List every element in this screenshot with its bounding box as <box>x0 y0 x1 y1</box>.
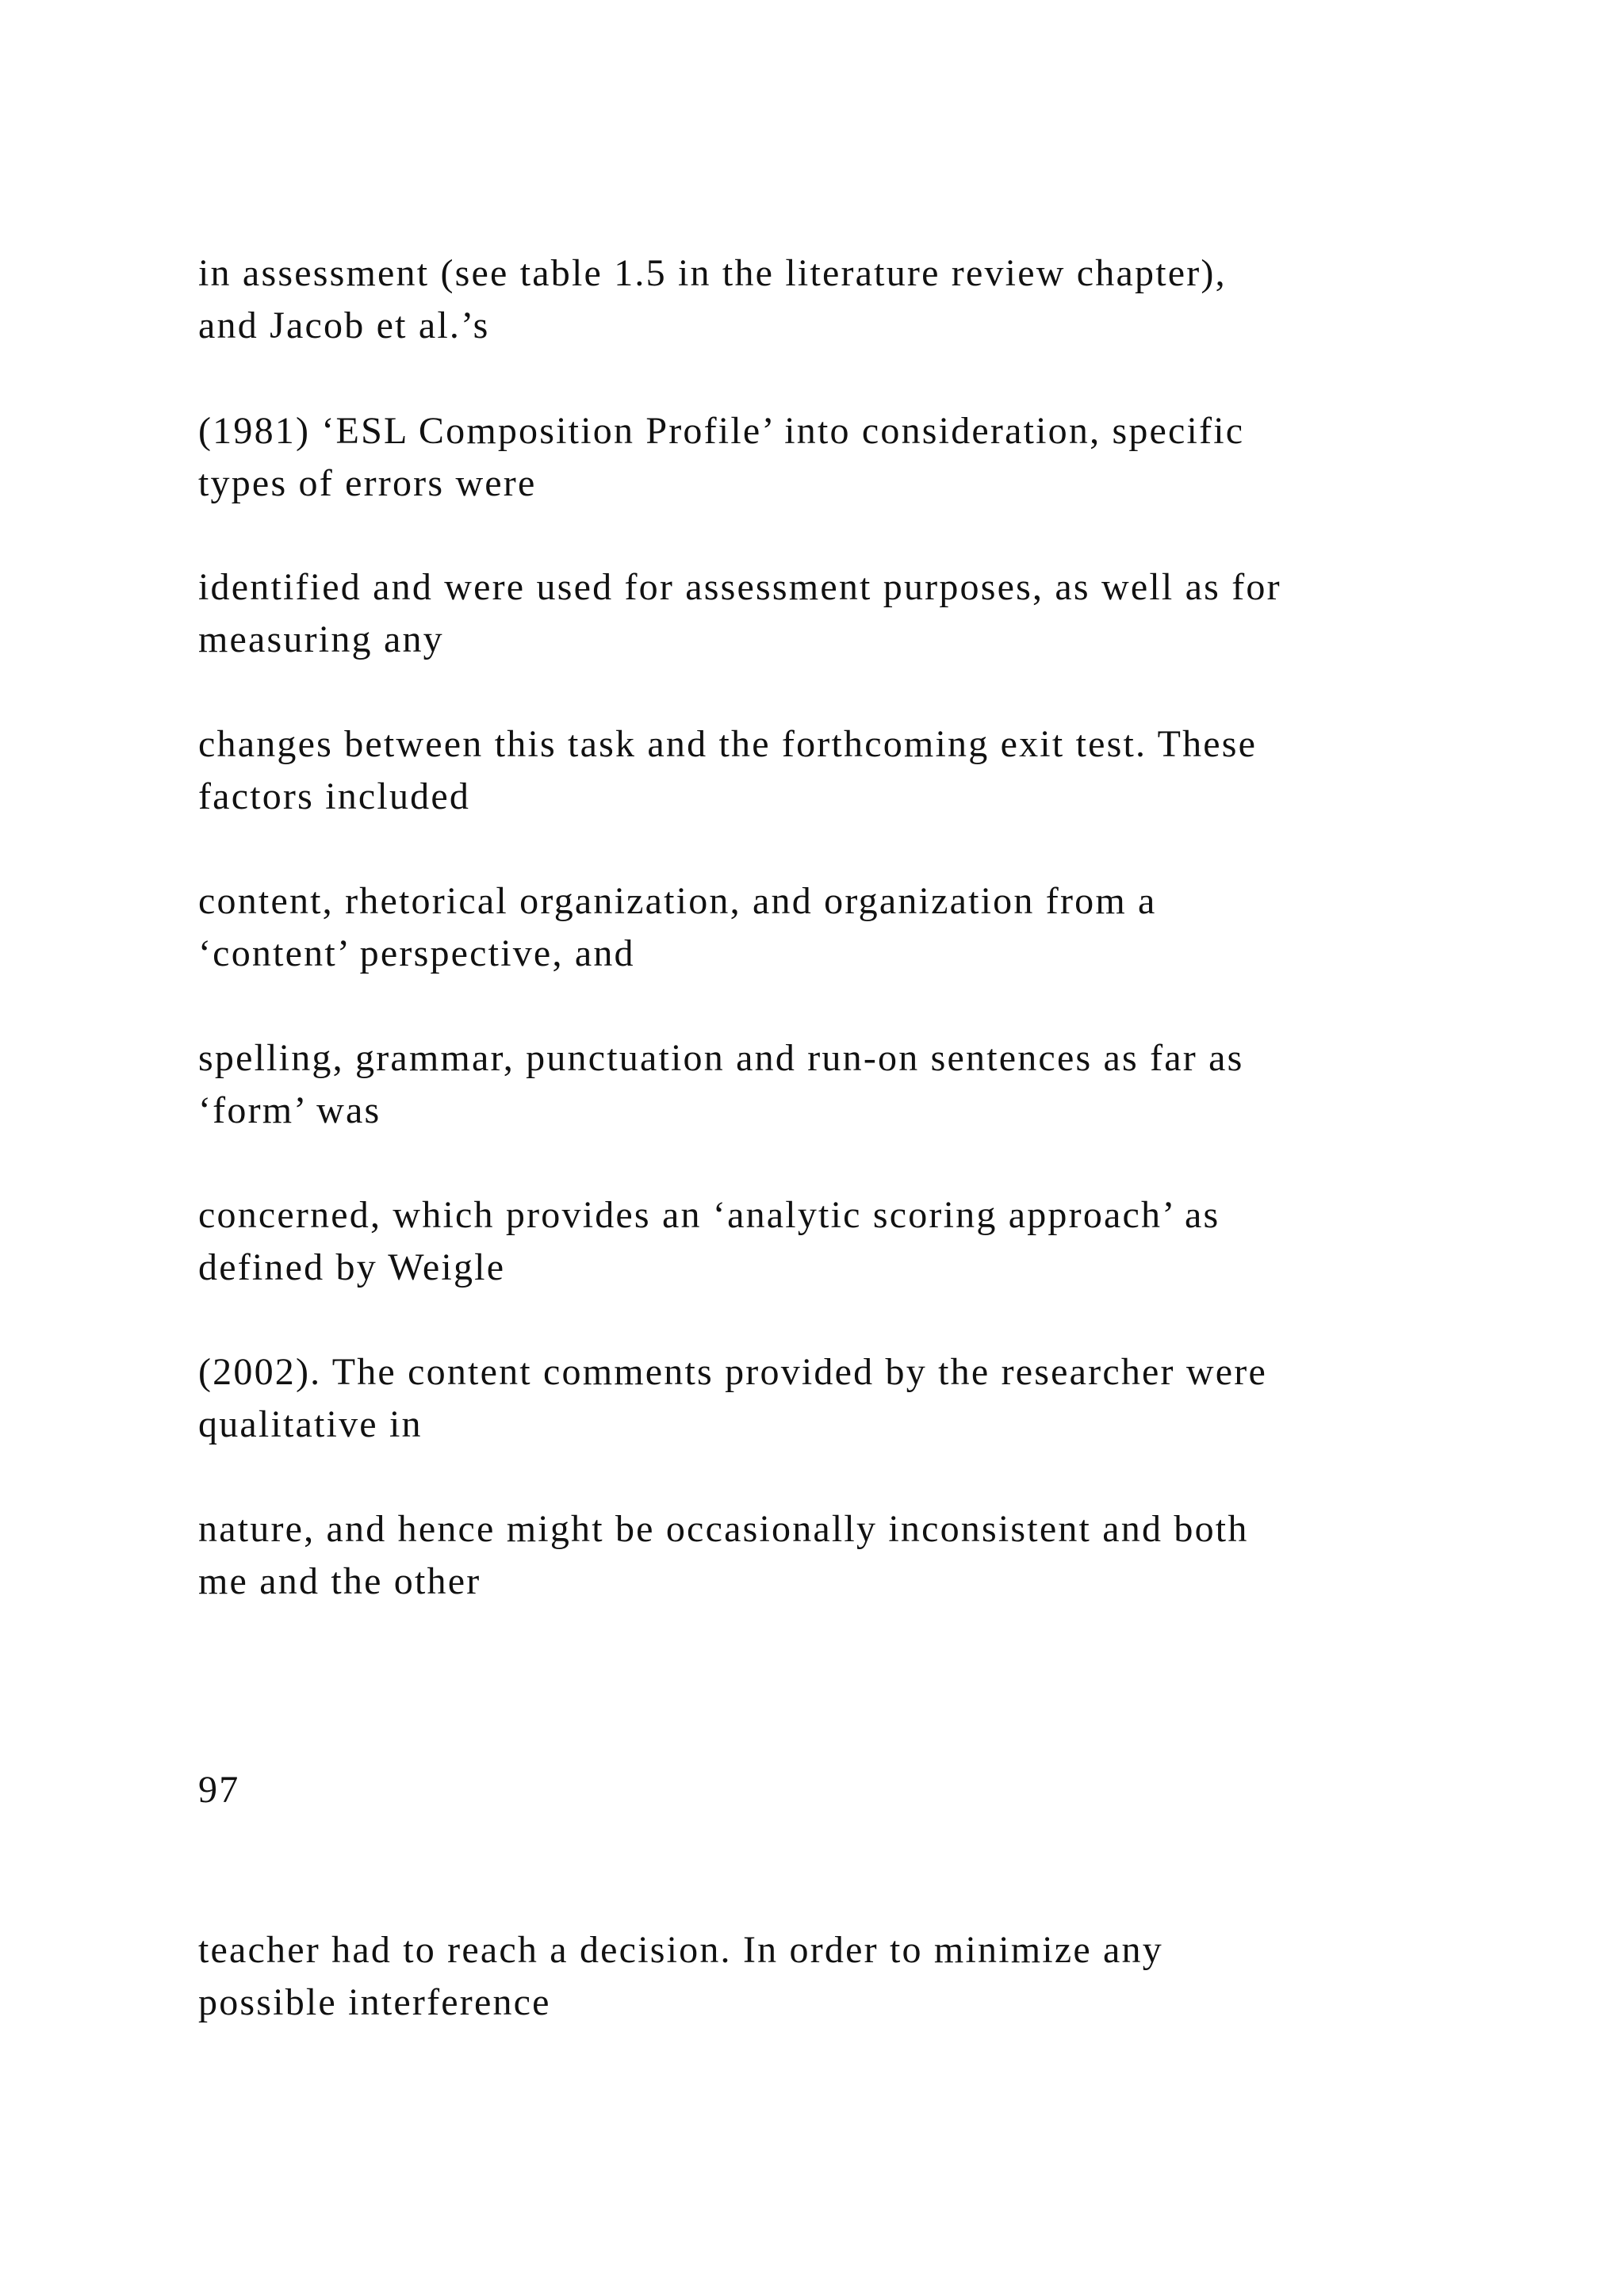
paragraph-line: ‘form’ was <box>198 1089 381 1131</box>
paragraph-2 <box>198 405 1507 510</box>
paragraph-line: in assessment (see table 1.5 in the literature review chapter), <box>198 252 1227 294</box>
paragraph-line: me and the other <box>198 1560 481 1602</box>
paragraph-line: spelling, grammar, punctuation and run-on sentences as far as <box>198 1037 1244 1079</box>
paragraph-3 <box>198 561 1507 666</box>
paragraph-line: possible interference <box>198 1981 551 2023</box>
paragraph-6 <box>198 1032 1507 1137</box>
paragraph-line: nature, and hence might be occasionally inconsistent and both <box>198 1508 1249 1550</box>
paragraph-line: (1981) ‘ESL Composition Profile’ into consideration, specific <box>198 410 1245 452</box>
paragraph-line: changes between this task and the forthcoming exit test. These <box>198 723 1258 765</box>
paragraph-line: defined by Weigle <box>198 1246 506 1288</box>
paragraph-1 <box>198 247 1507 352</box>
paragraph-line: ‘content’ perspective, and <box>198 932 635 974</box>
paragraph-5 <box>198 875 1507 980</box>
paragraph-line: content, rhetorical organization, and organization from a <box>198 880 1157 922</box>
continuation-paragraph <box>198 1924 1507 2029</box>
paragraph-4 <box>198 718 1507 823</box>
paragraph-line: qualitative in <box>198 1403 423 1445</box>
paragraph-line: factors included <box>198 775 471 817</box>
paragraph-line: and Jacob et al.’s <box>198 304 490 346</box>
paragraph-8 <box>198 1346 1507 1451</box>
paragraph-line: types of errors were <box>198 462 537 504</box>
paragraph-line: teacher had to reach a decision. In order to minimize any <box>198 1929 1163 1971</box>
paragraph-line: identified and were used for assessment purposes, as well as for <box>198 566 1281 608</box>
paragraph-7 <box>198 1189 1507 1294</box>
paragraph-line: concerned, which provides an ‘analytic scoring approach’ as <box>198 1194 1220 1236</box>
paragraph-9 <box>198 1503 1507 1608</box>
paragraph-line: measuring any <box>198 618 444 660</box>
page-number: 97 <box>198 1769 240 1811</box>
paragraph-line: (2002). The content comments provided by the researcher were <box>198 1351 1267 1393</box>
